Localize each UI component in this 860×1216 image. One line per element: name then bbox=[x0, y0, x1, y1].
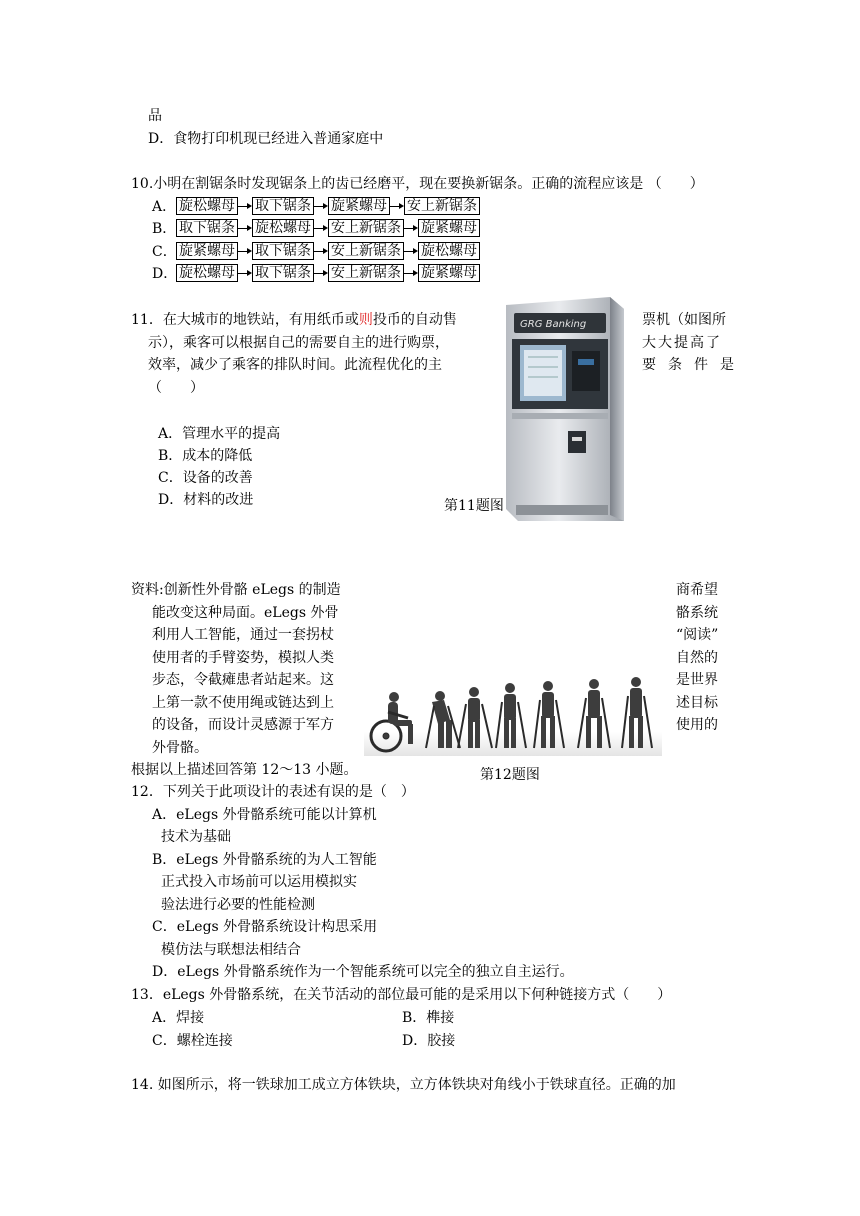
material-line-3: 利用人工智能，通过一套拐杖 bbox=[152, 627, 334, 643]
flow-step: 旋松螺母 bbox=[176, 197, 238, 215]
flow-step: 旋松螺母 bbox=[418, 242, 480, 260]
arrow-right-icon bbox=[314, 265, 328, 281]
arrow-right-icon bbox=[314, 198, 328, 214]
option-label: C． bbox=[152, 244, 177, 260]
material-right-1: 商希望 bbox=[676, 582, 718, 598]
q11-option-c: C．设备的改善 bbox=[158, 470, 253, 486]
q10-option-b bbox=[152, 219, 480, 237]
flow-step: 取下锯条 bbox=[252, 264, 314, 282]
q14-stem: 14. 如图所示，将一铁球加工成立方体铁块，立方体铁块对角线小于铁球直径。正确的加 bbox=[131, 1077, 676, 1093]
flow-step: 取下锯条 bbox=[176, 219, 238, 237]
option-label: D． bbox=[152, 266, 178, 282]
material-footer: 根据以上描述回答第 12～13 小题。 bbox=[131, 762, 358, 778]
red-char: 则 bbox=[358, 312, 373, 328]
q11-line-1-right: 票机（如图所 bbox=[642, 312, 726, 328]
arrow-right-icon bbox=[238, 220, 252, 236]
q12-option-a: A．eLegs 外骨骼系统可能以计算机 bbox=[152, 807, 377, 823]
arrow-right-icon bbox=[238, 265, 252, 281]
flow-step: 旋紧螺母 bbox=[418, 264, 480, 282]
material-right-3: “阅读” bbox=[676, 627, 719, 643]
material-right-6: 述目标 bbox=[676, 695, 718, 711]
q13-option-c: C．螺栓连接 bbox=[152, 1033, 233, 1049]
q13-option-d: D．胶接 bbox=[402, 1033, 456, 1049]
q12-option-a-cont: 技术为基础 bbox=[161, 829, 231, 845]
q12-stem: 12．下列关于此项设计的表述有误的是（ ） bbox=[131, 784, 415, 800]
q12-option-c: C．eLegs 外骨骼系统设计构思采用 bbox=[152, 919, 378, 935]
q11-line-2-right: 大大提高了 bbox=[642, 335, 722, 351]
q11-option-a: A．管理水平的提高 bbox=[158, 426, 281, 442]
flow-step: 旋松螺母 bbox=[176, 264, 238, 282]
q13-option-a: A．焊接 bbox=[152, 1010, 205, 1026]
q11-figure-caption: 第11题图 bbox=[444, 498, 504, 514]
flow-step: 旋紧螺母 bbox=[176, 242, 238, 260]
material-line-5: 步态，令截瘫患者站起来。这 bbox=[152, 672, 334, 688]
q12-option-b: B．eLegs 外骨骼系统的为人工智能 bbox=[152, 852, 377, 868]
material-right-2: 骼系统 bbox=[676, 605, 718, 621]
flow-step: 安上新锯条 bbox=[328, 219, 404, 237]
q13-option-b: B．榫接 bbox=[402, 1010, 455, 1026]
q12-option-c-cont: 模仿法与联想法相结合 bbox=[161, 942, 301, 958]
q11-line-3: 效率，减少了乘客的排队时间。此流程优化的主 bbox=[148, 357, 442, 373]
option-label: A． bbox=[152, 199, 177, 215]
arrow-right-icon bbox=[314, 220, 328, 236]
material-right-5: 是世界 bbox=[676, 672, 718, 688]
flow-step: 取下锯条 bbox=[252, 242, 314, 260]
material-right-7: 使用的 bbox=[676, 717, 718, 733]
q10-stem: 10.小明在割锯条时发现锯条上的齿已经磨平，现在要换新锯条。正确的流程应该是 （ ） bbox=[131, 176, 704, 192]
flow-step: 旋松螺母 bbox=[252, 219, 314, 237]
arrow-right-icon bbox=[404, 265, 418, 281]
flow-step: 安上新锯条 bbox=[328, 264, 404, 282]
flow-step: 安上新锯条 bbox=[328, 242, 404, 260]
q11-option-b: B．成本的降低 bbox=[158, 448, 253, 464]
q10-option-a bbox=[152, 197, 480, 215]
material-line-2: 能改变这种局面。eLegs 外骨 bbox=[152, 605, 339, 621]
option-label: B． bbox=[152, 221, 177, 237]
arrow-right-icon bbox=[314, 243, 328, 259]
material-line-8: 外骨骼。 bbox=[152, 740, 208, 756]
arrow-right-icon bbox=[238, 243, 252, 259]
flow-step: 旋紧螺母 bbox=[328, 197, 390, 215]
q12-figure-caption: 第12题图 bbox=[480, 767, 540, 783]
flow-step: 取下锯条 bbox=[252, 197, 314, 215]
flow-step: 安上新锯条 bbox=[404, 197, 480, 215]
arrow-right-icon bbox=[404, 243, 418, 259]
q11-line-4: （ ） bbox=[148, 380, 204, 396]
machine-logo: GRG Banking bbox=[520, 319, 587, 330]
exoskeleton-sequence-image bbox=[364, 672, 662, 756]
material-line-6: 上第一款不使用绳或链达到上 bbox=[152, 695, 334, 711]
q12-option-b-cont-1: 正式投入市场前可以运用模拟实 bbox=[161, 874, 357, 890]
q11-line-1: 11．在大城市的地铁站，有用纸币或则投币的自动售 bbox=[131, 312, 457, 328]
material-line-4: 使用者的手臂姿势，模拟人类 bbox=[152, 650, 334, 666]
arrow-right-icon bbox=[404, 220, 418, 236]
q13-stem: 13．eLegs 外骨骼系统，在关节活动的部位最可能的是采用以下何种链接方式（ ） bbox=[131, 987, 672, 1003]
q10-option-c bbox=[152, 242, 480, 260]
q11-line-3-right: 要条件是 bbox=[642, 357, 746, 373]
arrow-right-icon bbox=[390, 198, 404, 214]
q12-option-b-cont-2: 验法进行必要的性能检测 bbox=[161, 897, 315, 913]
material-line-7: 的设备，而设计灵感源于军方 bbox=[152, 717, 334, 733]
q9-option-d: D．食物打印机现已经进入普通家庭中 bbox=[148, 131, 384, 147]
material-right-4: 自然的 bbox=[676, 650, 718, 666]
q11-line-2: 示），乘客可以根据自己的需要自主的进行购票， bbox=[148, 335, 449, 351]
flow-step: 旋紧螺母 bbox=[418, 219, 480, 237]
q12-option-d: D．eLegs 外骨骼系统作为一个智能系统可以完全的独立自主运行。 bbox=[152, 964, 574, 980]
ticket-machine-image bbox=[498, 295, 632, 523]
arrow-right-icon bbox=[238, 198, 252, 214]
q9-tail-text: 品 bbox=[148, 108, 162, 124]
q11-option-d: D．材料的改进 bbox=[158, 492, 254, 508]
q10-option-d bbox=[152, 264, 480, 282]
material-line-1: 资料:创新性外骨骼 eLegs 的制造 bbox=[131, 582, 341, 598]
